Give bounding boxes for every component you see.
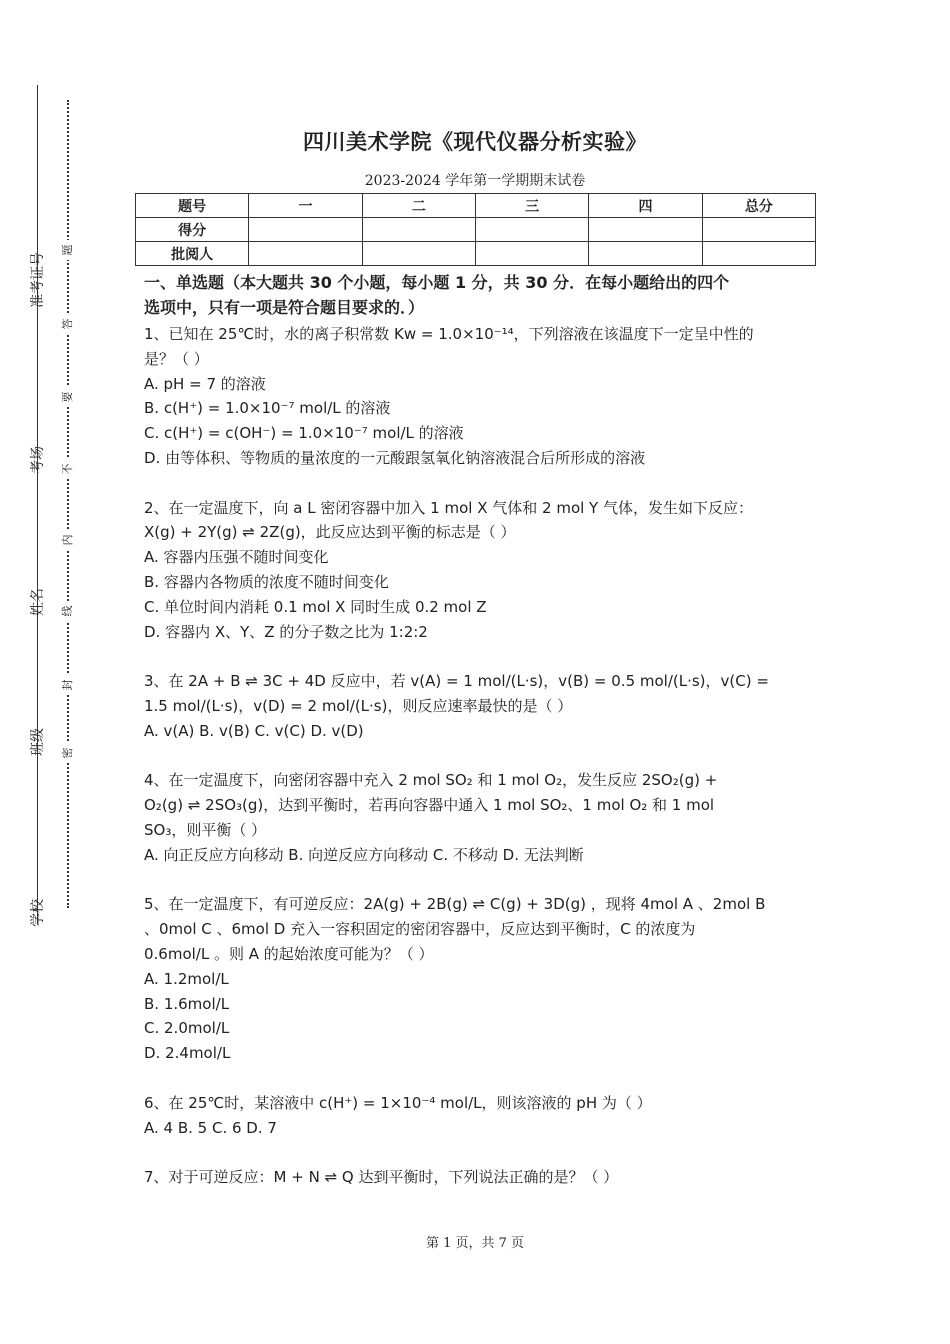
question-stem-line: 2、在一定温度下，向 a L 密闭容器中加入 1 mol X 气体和 2 mol Y 气体，发生如下反应： — [144, 498, 753, 517]
score-table-cell — [362, 242, 475, 266]
score-table-cell: 四 — [589, 194, 702, 218]
seal-word: 封 — [59, 675, 75, 695]
score-table-cell — [249, 218, 362, 242]
question-stem-line: 7、对于可逆反应：M + N ⇌ Q 达到平衡时，下列说法正确的是？（ ） — [144, 1168, 619, 1187]
section-heading-line: 一、单选题（本大题共 30 个小题，每小题 1 分，共 30 分．在每小题给出的四个 — [144, 273, 730, 292]
score-table-cell — [362, 218, 475, 242]
question-5 — [144, 892, 816, 1066]
page-footer: 第 1 页，共 7 页 — [425, 1236, 525, 1251]
score-table-cell — [475, 242, 588, 266]
question-option: A. 容器内压强不随时间变化 — [144, 548, 329, 567]
question-stem-line: 1.5 mol/(L·s)，v(D) = 2 mol/(L·s)，则反应速率最快的是（ ） — [144, 696, 573, 715]
binding-label-class: 班级 — [30, 728, 46, 756]
question-option: C. 单位时间内消耗 0.1 mol X 同时生成 0.2 mol Z — [144, 597, 487, 616]
binding-dotted-line — [67, 100, 69, 908]
question-option: A. 4 B. 5 C. 6 D. 7 — [144, 1118, 277, 1137]
binding-label-exam-room: 考场 — [30, 446, 46, 474]
question-stem-line: 4、在一定温度下，向密闭容器中充入 2 mol SO₂ 和 1 mol O₂，发生反应 2SO₂(g) + — [144, 771, 718, 790]
question-stem-line: X(g) + 2Y(g) ⇌ 2Z(g)，此反应达到平衡的标志是（ ） — [144, 523, 516, 542]
page-title: 四川美术学院《现代仪器分析实验》 — [303, 130, 647, 154]
score-table-row — [136, 242, 816, 266]
score-table-cell: 二 — [362, 194, 475, 218]
question-stem-line: 5、在一定温度下，有可逆反应：2A(g) + 2B(g) ⇌ C(g) + 3D(g) ，现将 4mol A 、2mol B — [144, 895, 766, 914]
question-option: A. pH = 7 的溶液 — [144, 374, 266, 393]
question-stem-line: 6、在 25℃时，某溶液中 c(H⁺) = 1×10⁻⁴ mol/L，则该溶液的 pH 为（ ） — [144, 1093, 652, 1112]
question-option: B. 1.6mol/L — [144, 994, 230, 1013]
seal-word: 要 — [59, 387, 75, 407]
seal-word: 线 — [59, 601, 75, 621]
score-table — [135, 193, 816, 266]
question-4 — [144, 768, 816, 867]
question-stem-line: O₂(g) ⇌ 2SO₃(g)，达到平衡时，若再向容器中通入 1 mol SO₂、1 mol O₂ 和 1 mol — [144, 796, 715, 815]
question-6 — [144, 1091, 816, 1141]
score-table-cell: 得分 — [136, 218, 249, 242]
question-option: A. v(A) B. v(B) C. v(C) D. v(D) — [144, 721, 364, 740]
seal-word: 不 — [59, 459, 75, 479]
score-table-cell — [475, 218, 588, 242]
score-table-cell: 总分 — [702, 194, 815, 218]
score-table-cell: 题号 — [136, 194, 249, 218]
question-list — [144, 322, 816, 1215]
question-option: A. 向正反应方向移动 B. 向逆反应方向移动 C. 不移动 D. 无法判断 — [144, 845, 584, 864]
question-stem-line: 1、已知在 25℃时，水的离子积常数 Kw = 1.0×10⁻¹⁴，下列溶液在该温度下一定呈中性的 — [144, 325, 754, 343]
score-table-header-row — [136, 194, 816, 218]
score-table-cell: 三 — [475, 194, 588, 218]
question-stem-line: 3、在 2A + B ⇌ 3C + 4D 反应中，若 v(A) = 1 mol/(L·s)，v(B) = 0.5 mol/(L·s)，v(C) = — [144, 672, 769, 691]
score-table-cell — [589, 242, 702, 266]
binding-label-school: 学校 — [30, 899, 46, 927]
seal-word: 答 — [59, 314, 75, 334]
seal-word: 密 — [59, 743, 75, 763]
question-option: A. 1.2mol/L — [144, 969, 229, 988]
score-table-cell: 批阅人 — [136, 242, 249, 266]
question-option: B. c(H⁺) = 1.0×10⁻⁷ mol/L 的溶液 — [144, 399, 391, 418]
question-stem-line: 是？（ ） — [144, 349, 209, 368]
score-table-row — [136, 218, 816, 242]
question-3 — [144, 669, 816, 743]
question-option: D. 容器内 X、Y、Z 的分子数之比为 1:2:2 — [144, 622, 428, 641]
binding-label-name: 姓名 — [30, 588, 46, 616]
score-table-cell: 一 — [249, 194, 362, 218]
binding-margin — [0, 0, 120, 1344]
section-heading — [144, 270, 816, 320]
question-2 — [144, 496, 816, 645]
score-table-cell — [702, 242, 815, 266]
question-7 — [144, 1165, 816, 1190]
binding-label-exam-id: 准考证号 — [30, 252, 46, 308]
seal-word: 内 — [59, 530, 75, 550]
question-stem-line: 、0mol C 、6mol D 充入一容积固定的密闭容器中，反应达到平衡时，C 的浓度为 — [144, 920, 696, 939]
score-table-cell — [249, 242, 362, 266]
question-stem-line: SO₃，则平衡（ ） — [144, 820, 267, 839]
question-option: C. 2.0mol/L — [144, 1019, 230, 1038]
question-option: C. c(H⁺) = c(OH⁻) = 1.0×10⁻⁷ mol/L 的溶液 — [144, 424, 464, 443]
question-1 — [144, 322, 816, 471]
question-option: D. 2.4mol/L — [144, 1044, 231, 1063]
score-table-cell — [702, 218, 815, 242]
question-option: D. 由等体积、等物质的量浓度的一元酸跟氢氧化钠溶液混合后所形成的溶液 — [144, 448, 646, 467]
score-table-cell — [589, 218, 702, 242]
question-option: B. 容器内各物质的浓度不随时间变化 — [144, 572, 389, 591]
section-heading-line: 选项中，只有一项是符合题目要求的．） — [144, 298, 425, 317]
page-subtitle: 2023-2024 学年第一学期期末试卷 — [364, 173, 586, 189]
seal-word: 题 — [59, 240, 75, 260]
binding-solid-line — [37, 85, 38, 925]
question-stem-line: 0.6mol/L 。则 A 的起始浓度可能为？（ ） — [144, 944, 434, 963]
